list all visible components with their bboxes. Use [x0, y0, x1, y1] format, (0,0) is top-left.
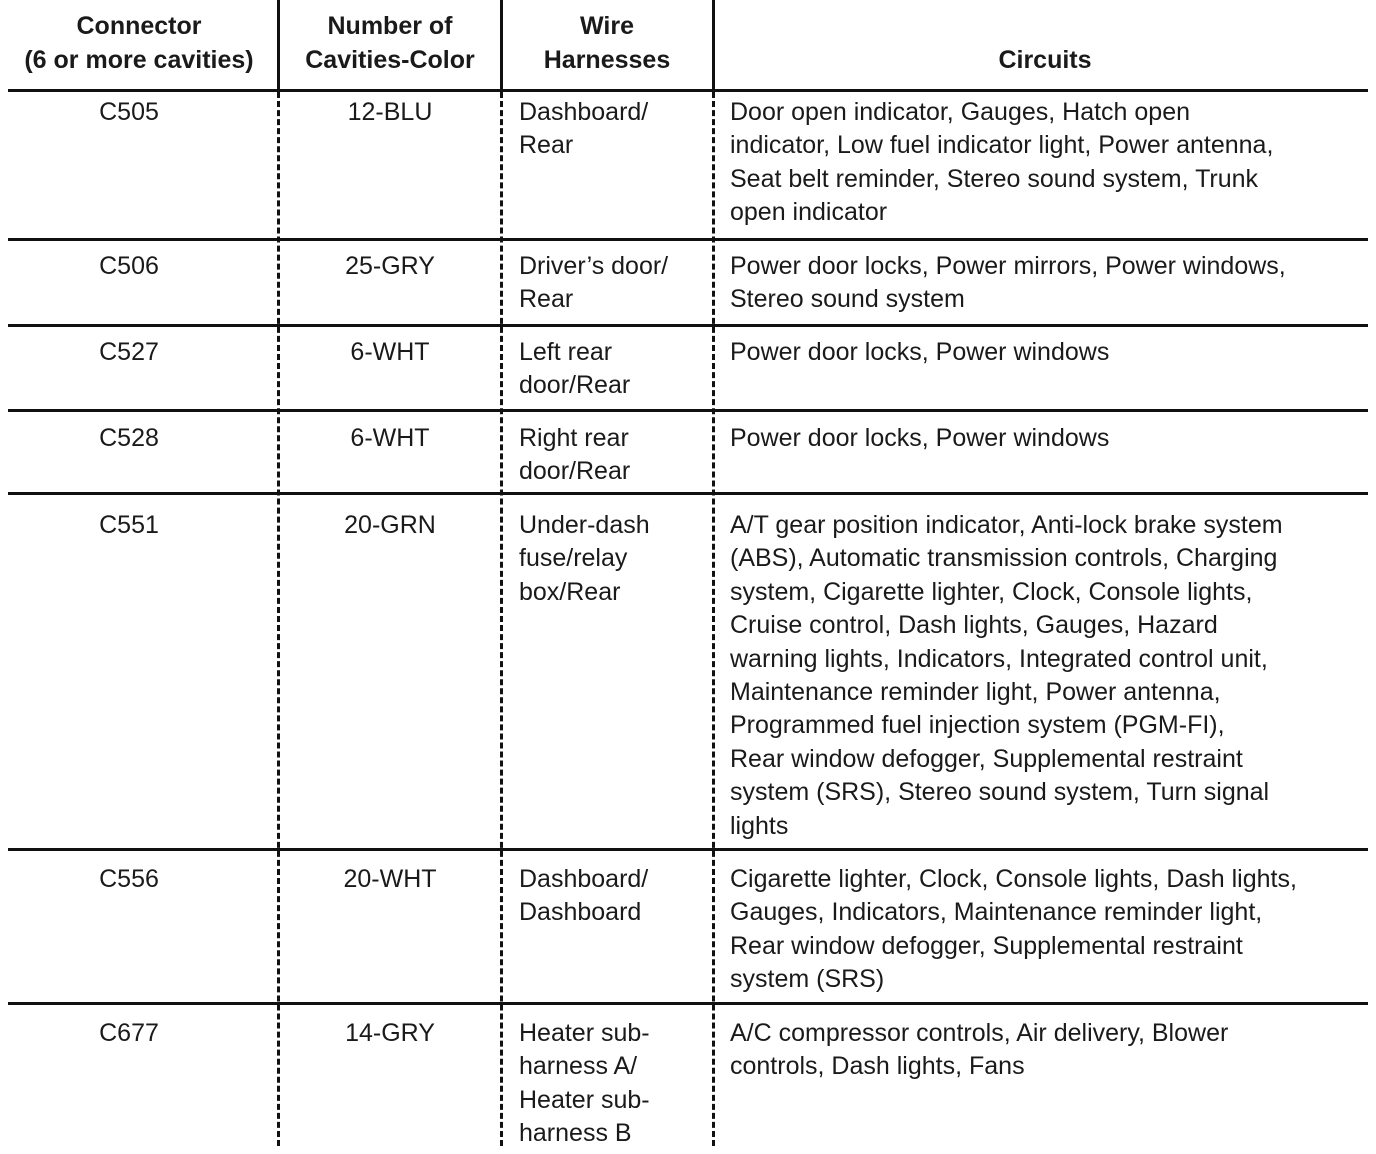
harness-line: fuse/relay	[519, 544, 628, 573]
circuits-line: Door open indicator, Gauges, Hatch open	[730, 98, 1191, 126]
harness-cell	[519, 422, 709, 489]
cavities-cell: 12-BLU	[347, 98, 433, 126]
circuits-cell	[730, 250, 1370, 317]
harness-cell	[519, 250, 709, 317]
harness-line: Heater sub-	[519, 1019, 650, 1047]
connector-cell: C506	[99, 252, 159, 280]
circuits-cell	[730, 509, 1370, 843]
row-divider	[8, 238, 1368, 241]
column-divider	[500, 0, 503, 92]
row-divider	[8, 324, 1368, 327]
row-divider	[8, 1002, 1368, 1005]
circuits-line: A/C compressor controls, Air delivery, Blower	[730, 1019, 1229, 1047]
column-divider	[277, 0, 280, 92]
circuits-cell	[730, 422, 1370, 455]
connector-cell: C551	[99, 511, 159, 539]
circuits-line: system (SRS)	[730, 965, 885, 994]
harness-line: Rear	[519, 131, 574, 160]
harness-line: door/Rear	[519, 371, 631, 400]
cavities-cell: 25-GRY	[345, 252, 435, 280]
harness-line: Dashboard/	[519, 98, 649, 126]
circuits-line: Power door locks, Power windows	[730, 424, 1110, 452]
column-divider	[712, 0, 715, 92]
harness-line: Left rear	[519, 338, 613, 366]
column-divider	[712, 92, 715, 1146]
cavities-cell: 20-GRN	[344, 511, 436, 539]
circuits-line: (ABS), Automatic transmission controls, Charging	[730, 544, 1278, 573]
header-cavities	[280, 0, 500, 90]
circuits-line: Power door locks, Power mirrors, Power windows,	[730, 252, 1286, 280]
harness-line: Right rear	[519, 424, 629, 452]
row-divider	[8, 492, 1368, 495]
circuits-line: A/T gear position indicator, Anti-lock brake system	[730, 511, 1283, 539]
circuits-line: Gauges, Indicators, Maintenance reminder light,	[730, 898, 1263, 927]
circuits-line: Cigarette lighter, Clock, Console lights, Dash lights,	[730, 865, 1297, 893]
circuits-line: system (SRS), Stereo sound system, Turn signal	[730, 778, 1270, 807]
column-divider	[500, 92, 503, 1146]
harness-cell	[519, 1017, 709, 1151]
circuits-cell	[730, 96, 1370, 230]
connector-cell: C556	[99, 865, 159, 893]
header-circuits-line: Circuits	[998, 46, 1092, 74]
header-connector-line-2: (6 or more cavities)	[24, 46, 254, 74]
harness-line: Rear	[519, 285, 574, 314]
harness-cell	[519, 336, 709, 403]
header-connector-line-1: Connector	[76, 12, 202, 40]
circuits-cell	[730, 1017, 1370, 1084]
circuits-cell	[730, 336, 1370, 369]
header-harness-line-2: Harnesses	[543, 46, 671, 74]
header-cavities-line-2: Cavities-Color	[305, 46, 475, 74]
harness-line: box/Rear	[519, 577, 621, 606]
harness-line: Dashboard	[519, 898, 642, 927]
cavities-cell: 6-WHT	[350, 424, 430, 452]
header-circuits	[714, 0, 1376, 90]
harness-line: Driver’s door/	[519, 252, 669, 280]
harness-cell	[519, 863, 709, 930]
circuits-line: indicator, Low fuel indicator light, Power antenna,	[730, 131, 1274, 160]
cavities-cell: 20-WHT	[343, 865, 437, 893]
circuits-line: Seat belt reminder, Stereo sound system, Trunk	[730, 164, 1259, 193]
harness-line: Under-dash	[519, 511, 650, 539]
connector-cell: C527	[99, 338, 159, 366]
circuits-line: system, Cigarette lighter, Clock, Console lights,	[730, 577, 1253, 606]
connector-cell: C505	[99, 98, 159, 126]
harness-line: harness A/	[519, 1052, 638, 1081]
circuits-line: Rear window defogger, Supplemental restraint	[730, 931, 1243, 960]
header-harness-line-1: Wire	[580, 12, 634, 40]
header-harness	[502, 0, 712, 90]
circuits-line: Programmed fuel injection system (PGM-FI),	[730, 711, 1225, 740]
circuits-cell	[730, 863, 1370, 997]
harness-line: harness B	[519, 1119, 632, 1148]
cavities-cell: 14-GRY	[345, 1019, 435, 1047]
header-connector	[0, 0, 278, 90]
circuits-line: Maintenance reminder light, Power antenna,	[730, 678, 1221, 707]
harness-cell	[519, 509, 709, 609]
circuits-line: lights	[730, 811, 789, 840]
circuits-line: Rear window defogger, Supplemental restraint	[730, 744, 1243, 773]
circuits-line: Cruise control, Dash lights, Gauges, Hazard	[730, 611, 1218, 640]
circuits-line: Power door locks, Power windows	[730, 338, 1110, 366]
header-cavities-line-1: Number of	[327, 12, 453, 40]
connector-cell: C528	[99, 424, 159, 452]
row-divider	[8, 89, 1368, 92]
circuits-line: controls, Dash lights, Fans	[730, 1052, 1025, 1081]
harness-line: door/Rear	[519, 457, 631, 486]
row-divider	[8, 848, 1368, 851]
connector-cell: C677	[99, 1019, 159, 1047]
row-divider	[8, 409, 1368, 412]
circuits-line: open indicator	[730, 198, 888, 227]
circuits-line: Stereo sound system	[730, 285, 965, 314]
cavities-cell: 6-WHT	[350, 338, 430, 366]
circuits-line: warning lights, Indicators, Integrated control unit,	[730, 644, 1268, 673]
harness-cell	[519, 96, 709, 163]
harness-line: Dashboard/	[519, 865, 649, 893]
harness-line: Heater sub-	[519, 1085, 650, 1114]
